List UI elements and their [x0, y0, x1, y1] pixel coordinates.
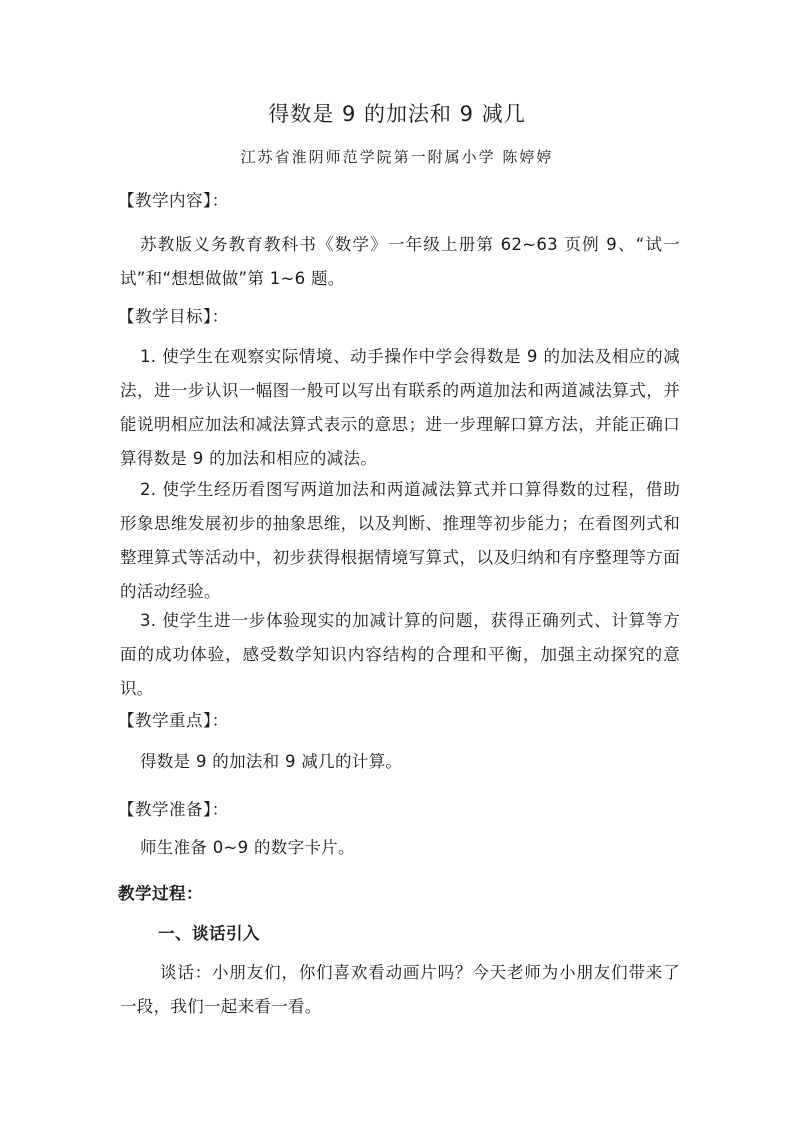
key-text: 得数是 9 的加法和 9 减几的计算。 [140, 752, 403, 771]
content-text: 苏教版义务教育教科书《数学》一年级上册第 62~63 页例 9、“试一试”和“想想做做”第 1~6 题。 [120, 235, 680, 288]
document-title: 得数是 9 的加法和 9 减几 [268, 102, 526, 126]
goal-2: 2. 使学生经历看图写两道加法和两道减法算式并口算得数的过程，借助形象思维发展初步的抽象思维，以及判断、推理等初步能力；在看图列式和整理算式等活动中，初步获得根据情境写算式，以及归纳和有序整理等方面的活动经验。 [120, 480, 680, 601]
goal-1: 1. 使学生在观察实际情境、动手操作中学会得数是 9 的加法及相应的减法，进一步认识一幅图一般可以写出有联系的两道加法和两道减法算式，并能说明相应加法和减法算式表示的意思；进一步理解口算方法，并能正确口算得数是 9 的加法和相应的减法。 [120, 347, 680, 468]
goal-3: 3. 使学生进一步体验现实的加减计算的问题，获得正确列式、计算等方面的成功体验，感受数学知识内容结构的合理和平衡，加强主动探究的意识。 [120, 611, 680, 698]
prep-heading: 【教学准备】： [118, 800, 229, 819]
author-line: 江苏省淮阴师范学院第一附属小学 陈婷婷 [240, 148, 554, 166]
step1-text: 谈话：小朋友们，你们喜欢看动画片吗？今天老师为小朋友们带来了一段，我们一起来看一看。 [120, 963, 680, 1016]
prep-text: 师生准备 0~9 的数字卡片。 [140, 838, 355, 857]
goals-heading: 【教学目标】： [118, 307, 229, 326]
step1-heading: 一、谈话引入 [158, 924, 260, 943]
content-heading: 【教学内容】： [118, 191, 229, 210]
key-heading: 【教学重点】： [118, 711, 229, 730]
process-heading: 教学过程： [118, 884, 203, 903]
